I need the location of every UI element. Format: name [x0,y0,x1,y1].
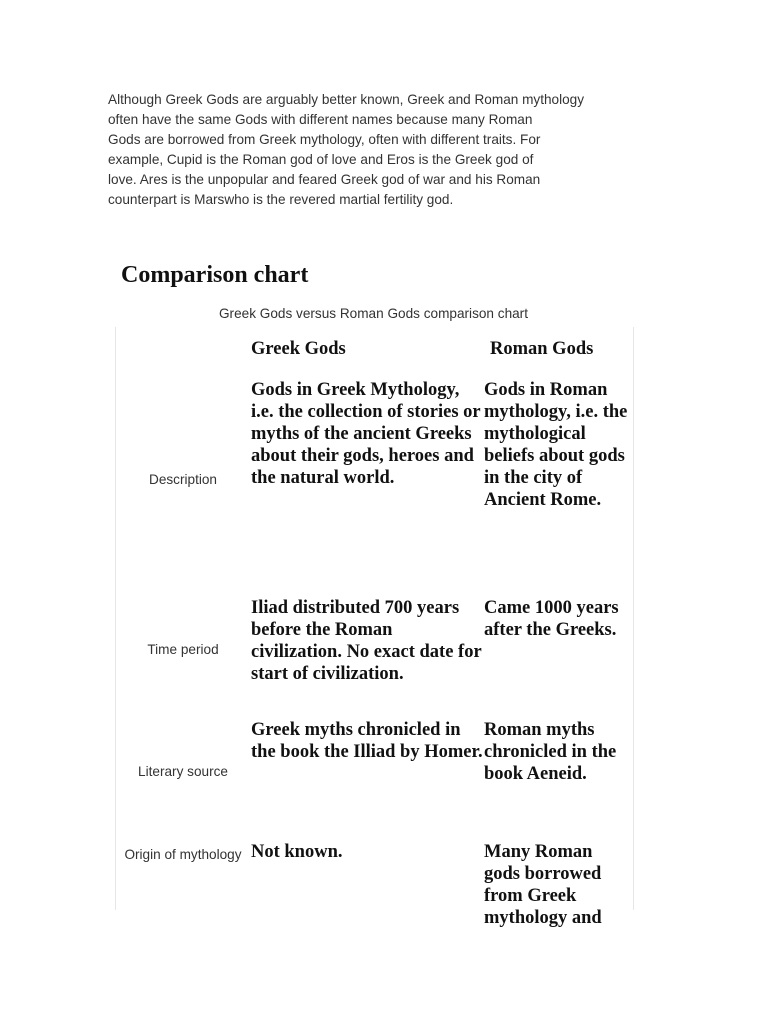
section-heading: Comparison chart [121,262,309,288]
table-corner-cell [116,327,250,371]
greek-cell: Iliad distributed 700 years before the Roman civilization. No exact date for start of civilization. [251,598,482,684]
greek-cell: Not known. [251,842,343,862]
table-row [116,833,633,971]
intro-line: love. Ares is the unpopular and feared Greek god of war and his Roman [108,172,541,187]
greek-cell: Gods in Greek Mythology, i.e. the collection of stories or myths of the ancient Greeks about their gods, heroes and the natural world. [251,380,481,488]
roman-cell: Roman myths chronicled in the book Aeneid. [484,720,617,784]
roman-cell: Gods in Roman mythology, i.e. the mythological beliefs about gods in the city of Ancient Rome. [484,380,628,510]
row-label: Origin of mythology [124,847,242,862]
table-header-row [116,327,633,371]
comparison-table [116,327,633,971]
row-label: Description [149,472,217,487]
table-row [116,711,633,833]
table-row [116,589,633,711]
intro-line: example, Cupid is the Roman god of love and Eros is the Greek god of [108,152,534,167]
row-label: Time period [147,642,219,657]
row-label: Literary source [138,764,228,779]
comparison-table-frame [115,327,634,928]
intro-line: often have the same Gods with different names because many Roman [108,112,533,127]
intro-line: counterpart is Marswho is the revered martial fertility god. [108,192,454,207]
table-row [116,371,633,589]
roman-cell: Came 1000 years after the Greeks. [484,598,619,640]
table-caption: Greek Gods versus Roman Gods comparison chart [218,306,528,321]
intro-line: Gods are borrowed from Greek mythology, often with different traits. For [108,132,541,147]
intro-line: Although Greek Gods are arguably better known, Greek and Roman mythology [108,92,585,107]
column-header-roman: Roman Gods [490,339,594,359]
greek-cell: Greek myths chronicled in the book the Illiad by Homer. [251,720,483,762]
column-header-greek: Greek Gods [251,339,346,359]
roman-cell: Many Roman gods borrowed from Greek mythology and [484,842,602,928]
intro-paragraph [108,90,668,210]
